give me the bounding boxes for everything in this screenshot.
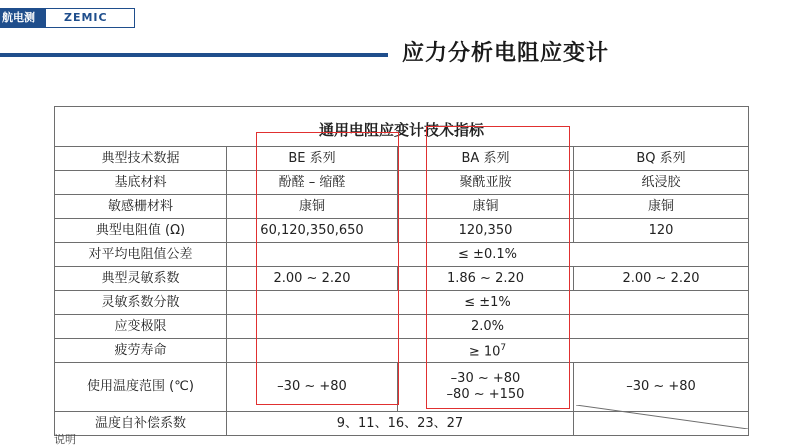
page-title: 应力分析电阻应变计 xyxy=(402,41,610,66)
cell-bq: 120 xyxy=(574,219,749,243)
table-title: 通用电阻应变计技术指标 xyxy=(55,107,749,147)
row-label: 典型电阻值 (Ω) xyxy=(55,219,227,243)
cell-bq: 康铜 xyxy=(574,195,749,219)
table-title-row xyxy=(55,107,749,147)
table-row xyxy=(55,339,749,363)
table-row xyxy=(55,291,749,315)
spec-table xyxy=(54,106,749,436)
cell-be: 60,120,350,650 xyxy=(227,219,398,243)
cell-be: –30 ~ +80 xyxy=(227,363,398,412)
column-header-be: BE 系列 xyxy=(227,147,398,171)
cell-shared: 9、11、16、23、27 xyxy=(227,412,574,436)
row-label: 灵敏系数分散 xyxy=(55,291,227,315)
column-header-ba: BA 系列 xyxy=(398,147,574,171)
table-row xyxy=(55,195,749,219)
footer-note-cut: 说明 xyxy=(54,433,76,446)
cell-ba: 聚酰亚胺 xyxy=(398,171,574,195)
cell-shared: 2.0% xyxy=(227,315,749,339)
row-label: 应变极限 xyxy=(55,315,227,339)
table-row xyxy=(55,171,749,195)
table-row xyxy=(55,267,749,291)
fatigue-exponent: 7 xyxy=(500,343,507,354)
brand-name-cn: 航电测 xyxy=(0,8,45,28)
row-label: 典型灵敏系数 xyxy=(55,267,227,291)
table-row xyxy=(55,315,749,339)
table-row xyxy=(55,243,749,267)
row-label: 对平均电阻值公差 xyxy=(55,243,227,267)
cell-ba: 120,350 xyxy=(398,219,574,243)
row-label: 使用温度范围 (℃) xyxy=(55,363,227,412)
table-row xyxy=(55,219,749,243)
fatigue-value: ≥ 10 xyxy=(468,344,501,360)
cell-be: 康铜 xyxy=(227,195,398,219)
cell-ba: 康铜 xyxy=(398,195,574,219)
brand-name-en: ZEMIC xyxy=(45,8,135,28)
row-label: 基底材料 xyxy=(55,171,227,195)
cell-ba: 1.86 ~ 2.20 xyxy=(398,267,574,291)
cell-shared: ≤ ±1% xyxy=(227,291,749,315)
row-label: 敏感栅材料 xyxy=(55,195,227,219)
column-header-bq: BQ 系列 xyxy=(574,147,749,171)
cell-ba xyxy=(398,363,574,412)
cell-shared: ≤ ±0.1% xyxy=(227,243,749,267)
brand-header xyxy=(0,8,135,28)
row-label: 温度自补偿系数 xyxy=(55,412,227,436)
header-rule xyxy=(0,53,388,57)
cell-bq: –30 ~ +80 xyxy=(574,363,749,412)
diagonal-slash xyxy=(576,405,748,429)
cell-be: 酚醛 – 缩醛 xyxy=(227,171,398,195)
cell-bq: 2.00 ~ 2.20 xyxy=(574,267,749,291)
cell-shared xyxy=(227,339,749,363)
cell-bq: 纸浸胶 xyxy=(574,171,749,195)
column-header-spec: 典型技术数据 xyxy=(55,147,227,171)
table-header-row xyxy=(55,147,749,171)
ba-temp-line2: –80 ~ +150 xyxy=(446,387,525,402)
row-label: 疲劳寿命 xyxy=(55,339,227,363)
ba-temp-line1: –30 ~ +80 xyxy=(450,371,521,386)
cell-be: 2.00 ~ 2.20 xyxy=(227,267,398,291)
